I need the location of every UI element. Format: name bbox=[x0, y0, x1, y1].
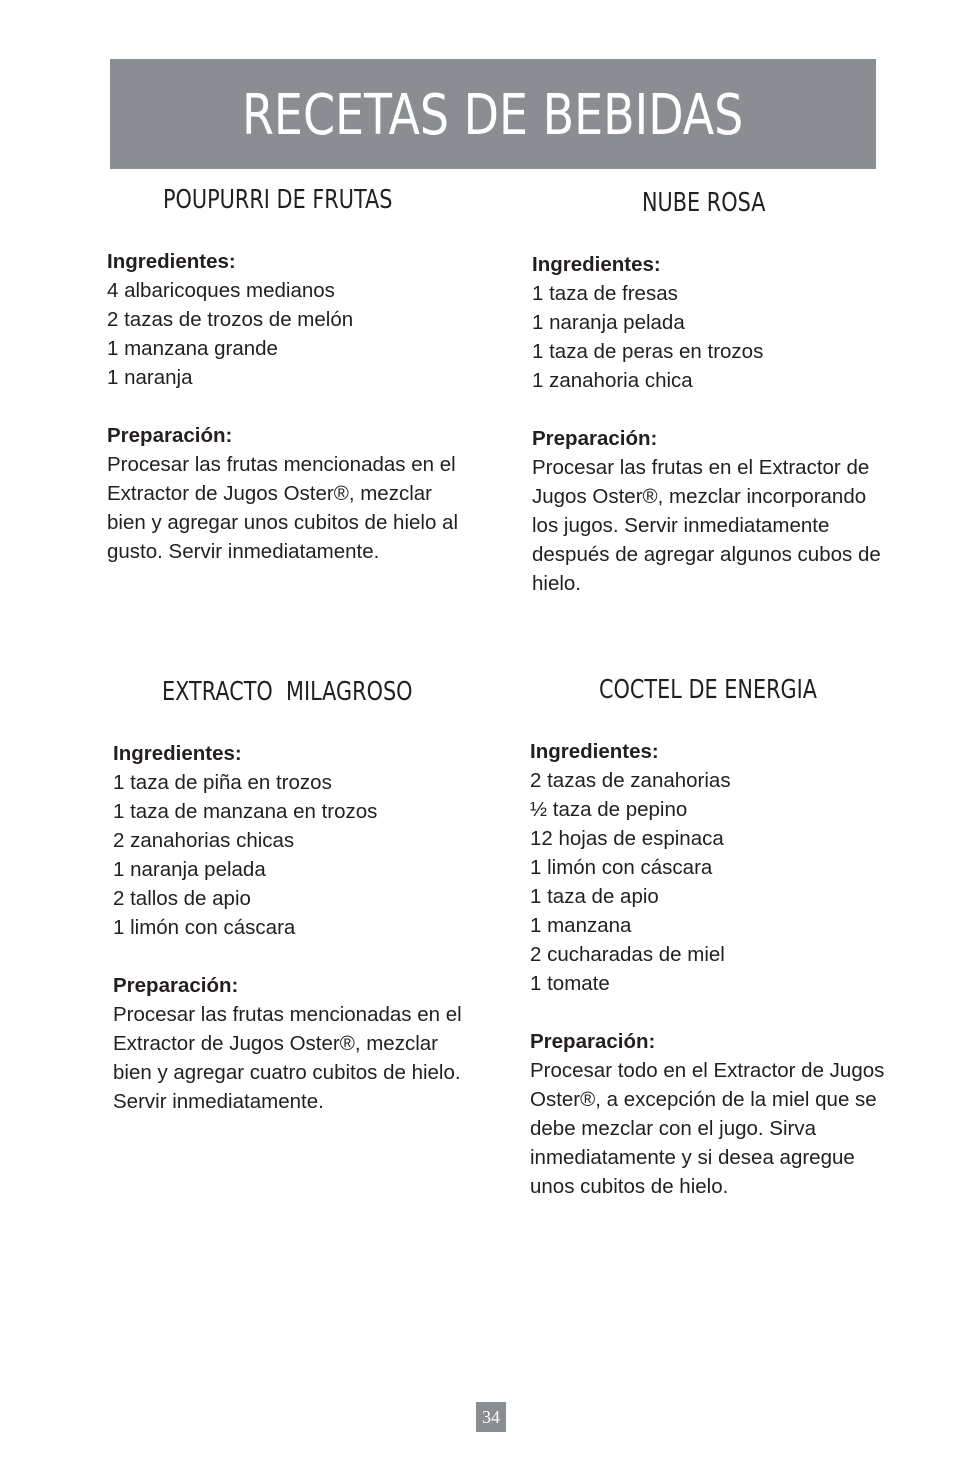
ingredients-label: Ingredientes: bbox=[532, 253, 661, 276]
page-number: 34 bbox=[476, 1402, 506, 1432]
preparation-text: Procesar todo en el Extractor de Jugos bbox=[530, 1059, 885, 1082]
preparation-label: Preparación: bbox=[532, 427, 658, 450]
recipe-title: EXTRACTO MILAGROSO bbox=[162, 677, 413, 707]
preparation-label: Preparación: bbox=[530, 1030, 656, 1053]
preparation-label: Preparación: bbox=[107, 424, 233, 447]
ingredient-item: 2 tazas de trozos de melón bbox=[107, 308, 354, 331]
ingredients-label: Ingredientes: bbox=[530, 740, 659, 763]
ingredient-item: 1 tomate bbox=[530, 972, 610, 995]
preparation-text: hielo. bbox=[532, 572, 582, 595]
page-title: RECETAS DE BEBIDAS bbox=[242, 83, 744, 148]
ingredient-item: 1 limón con cáscara bbox=[113, 916, 296, 939]
ingredient-item: 1 taza de manzana en trozos bbox=[113, 800, 378, 823]
recipe-body bbox=[532, 250, 892, 598]
ingredient-item: 1 taza de peras en trozos bbox=[532, 340, 764, 363]
ingredient-item: 1 limón con cáscara bbox=[530, 856, 713, 879]
preparation-text: Oster®, a excepción de la miel que se bbox=[530, 1088, 877, 1111]
preparation-text: Procesar las frutas en el Extractor de bbox=[532, 456, 870, 479]
ingredient-item: 12 hojas de espinaca bbox=[530, 827, 724, 850]
preparation-text: Jugos Oster®, mezclar incorporando bbox=[532, 485, 867, 508]
preparation-text: Extractor de Jugos Oster®, mezclar bbox=[107, 482, 432, 505]
ingredient-item: 1 taza de fresas bbox=[532, 282, 678, 305]
preparation-text: bien y agregar unos cubitos de hielo al bbox=[107, 511, 459, 534]
recipe-title: NUBE ROSA bbox=[642, 188, 766, 218]
ingredients-label: Ingredientes: bbox=[107, 250, 236, 273]
recipe-body bbox=[107, 247, 467, 566]
ingredient-item: 1 taza de apio bbox=[530, 885, 659, 908]
recipe-body bbox=[530, 737, 890, 1201]
ingredients-label: Ingredientes: bbox=[113, 742, 242, 765]
recipe-title: COCTEL DE ENERGIA bbox=[599, 675, 818, 705]
preparation-label: Preparación: bbox=[113, 974, 239, 997]
ingredient-item: 1 naranja pelada bbox=[113, 858, 266, 881]
ingredient-item: 2 zanahorias chicas bbox=[113, 829, 295, 852]
recipe-body bbox=[113, 739, 473, 1116]
preparation-text: Extractor de Jugos Oster®, mezclar bbox=[113, 1032, 438, 1055]
ingredient-item: ½ taza de pepino bbox=[530, 798, 688, 821]
ingredient-item: 1 naranja pelada bbox=[532, 311, 685, 334]
preparation-text: gusto. Servir inmediatamente. bbox=[107, 540, 380, 563]
preparation-text: Servir inmediatamente. bbox=[113, 1090, 324, 1113]
ingredient-item: 1 manzana bbox=[530, 914, 632, 937]
preparation-text: bien y agregar cuatro cubitos de hielo. bbox=[113, 1061, 461, 1084]
header-banner bbox=[110, 59, 876, 169]
ingredient-item: 1 naranja bbox=[107, 366, 193, 389]
ingredient-item: 1 manzana grande bbox=[107, 337, 278, 360]
ingredient-item: 4 albaricoques medianos bbox=[107, 279, 335, 302]
preparation-text: inmediatamente y si desea agregue bbox=[530, 1146, 855, 1169]
ingredient-item: 2 tazas de zanahorias bbox=[530, 769, 731, 792]
preparation-text: Procesar las frutas mencionadas en el bbox=[107, 453, 456, 476]
preparation-text: después de agregar algunos cubos de bbox=[532, 543, 881, 566]
preparation-text: los jugos. Servir inmediatamente bbox=[532, 514, 830, 537]
recipe-title: POUPURRI DE FRUTAS bbox=[163, 185, 393, 215]
preparation-text: Procesar las frutas mencionadas en el bbox=[113, 1003, 462, 1026]
ingredient-item: 1 taza de piña en trozos bbox=[113, 771, 332, 794]
preparation-text: unos cubitos de hielo. bbox=[530, 1175, 729, 1198]
ingredient-item: 1 zanahoria chica bbox=[532, 369, 693, 392]
ingredient-item: 2 cucharadas de miel bbox=[530, 943, 725, 966]
preparation-text: debe mezclar con el jugo. Sirva bbox=[530, 1117, 817, 1140]
ingredient-item: 2 tallos de apio bbox=[113, 887, 251, 910]
